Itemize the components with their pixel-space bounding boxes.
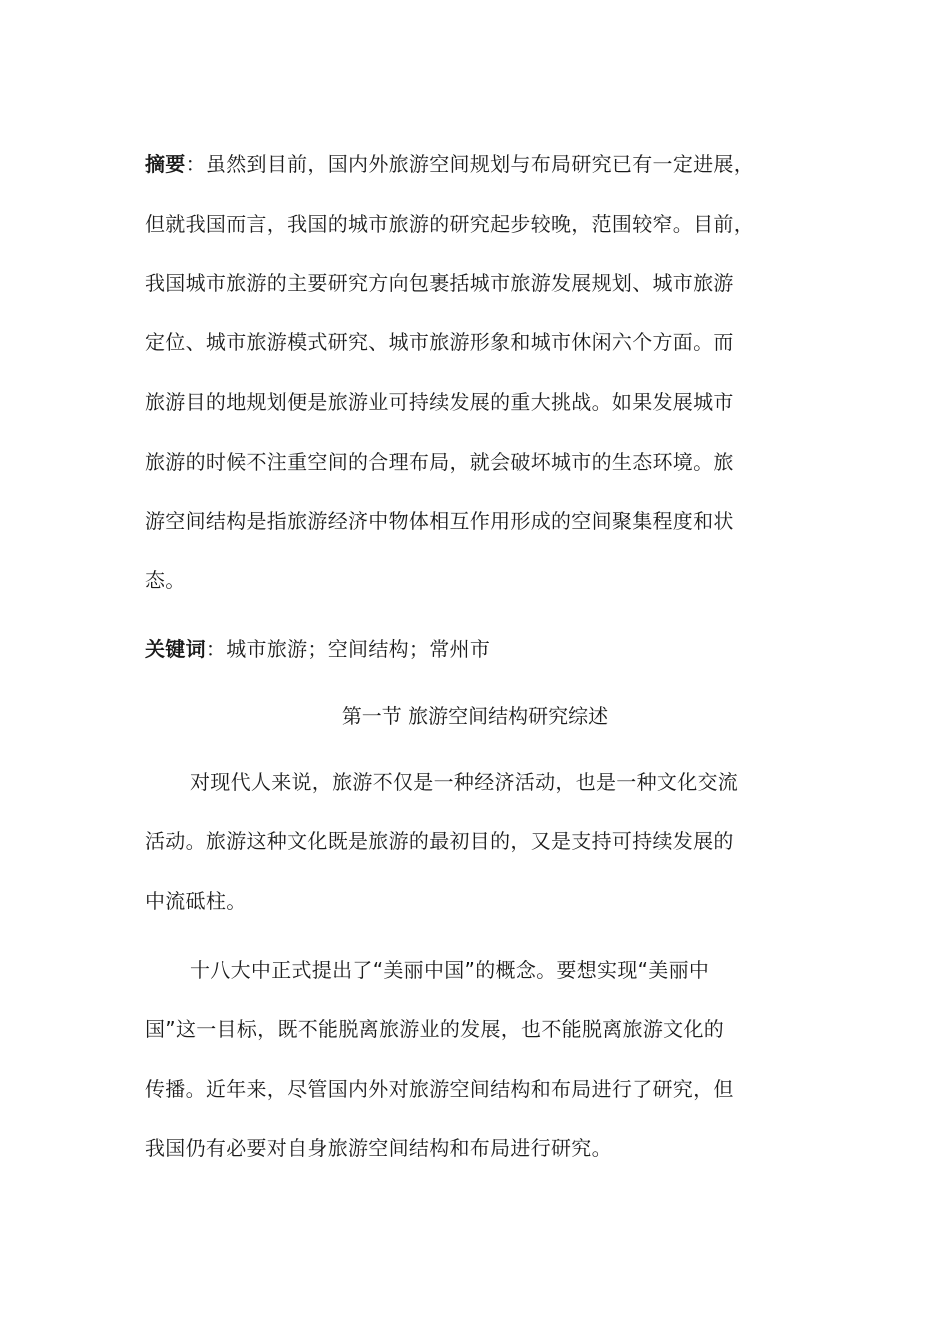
abstract-line-1	[145, 150, 810, 178]
abstract-colon: ：	[185, 152, 206, 176]
paragraph-1-line-2: 活动。旅游这种文化既是旅游的最初目的，又是支持可持续发展的	[145, 829, 734, 853]
abstract-line-6: 旅游的时候不注重空间的合理布局，就会破坏城市的生态环境。旅	[145, 450, 734, 474]
abstract-line-8: 态。	[145, 568, 186, 592]
abstract-label: 摘要	[145, 152, 186, 176]
paragraph-2-line-1: 十八大中正式提出了“美丽中国”的概念。要想实现“美丽中	[190, 958, 710, 982]
keywords-label: 关键词	[145, 637, 206, 661]
paragraph-2-line-2: 国”这一目标，既不能脱离旅游业的发展，也不能脱离旅游文化的	[145, 1017, 725, 1041]
keywords-colon: ：	[205, 637, 227, 661]
paragraph-1-line-3: 中流砥柱。	[145, 889, 247, 913]
abstract-line-3: 我国城市旅游的主要研究方向包裹括城市旅游发展规划、城市旅游	[145, 271, 734, 295]
abstract-text-1: 虽然到目前，国内外旅游空间规划与布局研究已有一定进展，	[205, 152, 755, 176]
abstract-line-7: 游空间结构是指旅游经济中物体相互作用形成的空间聚集程度和状	[145, 509, 734, 533]
paragraph-1-line-1: 对现代人来说，旅游不仅是一种经济活动，也是一种文化交流	[190, 770, 739, 794]
abstract-line-2: 但就我国而言，我国的城市旅游的研究起步较晚，范围较窄。目前，	[145, 212, 754, 236]
keywords-text: 城市旅游；空间结构；常州市	[226, 637, 491, 661]
keywords-line	[145, 635, 810, 663]
paragraph-2-line-4: 我国仍有必要对自身旅游空间结构和布局进行研究。	[145, 1136, 612, 1160]
paragraph-2-line-3: 传播。近年来，尽管国内外对旅游空间结构和布局进行了研究，但	[145, 1077, 734, 1101]
section-title: 第一节 旅游空间结构研究综述	[341, 704, 609, 728]
abstract-line-5: 旅游目的地规划便是旅游业可持续发展的重大挑战。如果发展城市	[145, 390, 734, 414]
abstract-line-4: 定位、城市旅游模式研究、城市旅游形象和城市休闲六个方面。而	[145, 330, 734, 354]
